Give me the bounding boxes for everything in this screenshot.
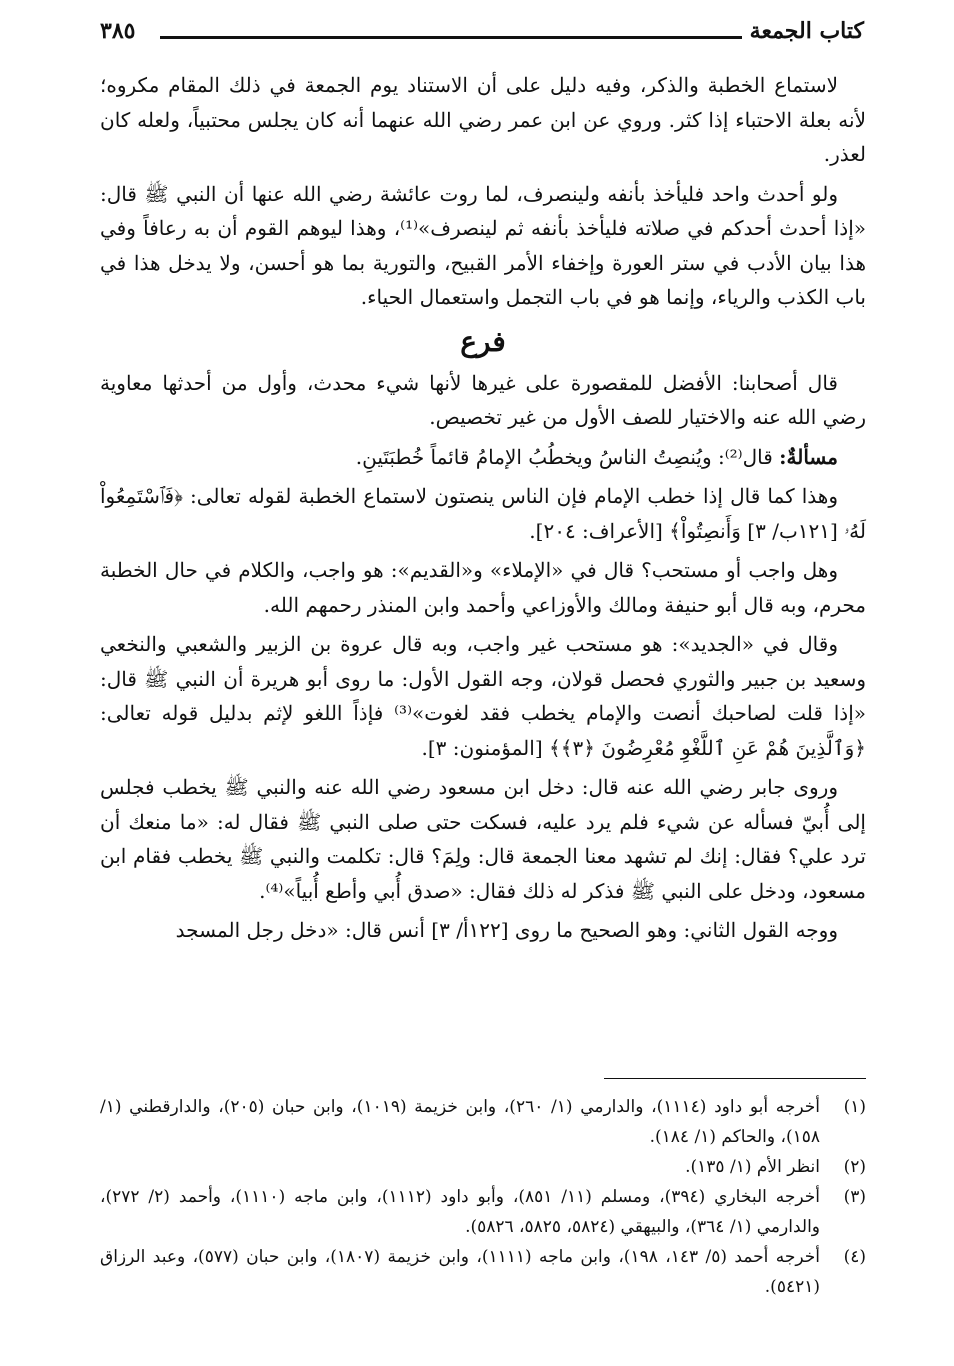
footnote-text: انظر الأم (١/ ١٣٥). bbox=[685, 1157, 820, 1177]
main-text bbox=[100, 68, 866, 953]
chapter-title: كتاب الجمعة bbox=[749, 18, 864, 44]
footnote bbox=[100, 1242, 866, 1302]
footnote-number: (٣) bbox=[843, 1187, 866, 1207]
paragraph: ولو أحدث واحد فليأخذ بأنفه ولينصرف، لما روت عائشة رضي الله عنها أن النبي ﷺ قال: «إذا أحدث أحدكم في صلاته فليأخذ بأنفه ثم لينصرف»⁽¹⁾، وهذا ليوهم القوم أن به رعافاً وفي هذا بيان الأدب في ستر العورة وإخفاء الأمر القبيح، والتورية بما هو أحسن، ولا يدخل هذا في باب الكذب والرياء، وإنما هو في باب التجمل واستعمال الحياء. bbox=[100, 181, 866, 309]
masala-text: قال⁽²⁾: ويُنصِتُ الناسُ ويخطُبُ الإمامُ قائماً خُطبَتَينِ. bbox=[355, 444, 780, 469]
page-number: ٣٨٥ bbox=[100, 18, 136, 44]
footnote bbox=[100, 1152, 866, 1182]
paragraph: لاستماع الخطبة والذكر، وفيه دليل على أن الاستناد يوم الجمعة في ذلك المقام مكروه؛ لأنه بعلة الاحتباء إذا كثر. وروي عن ابن عمر رضي الله عنهما أنه كان يجلس محتبياً، ولعله كان لعذر. bbox=[100, 73, 866, 166]
masala-label: مسألةٌ: bbox=[779, 444, 838, 469]
running-header bbox=[100, 14, 864, 54]
footnote-text: أخرجه أحمد (٥/ ١٤٣، ١٩٨)، وابن ماجه (١١١١)، وابن خزيمة (١٨٠٧)، وابن حبان (٥٧٧)، وعبد الرزاق (٥٤٢١). bbox=[100, 1247, 820, 1297]
header-rule bbox=[160, 36, 742, 39]
footnote-number: (٤) bbox=[843, 1247, 866, 1267]
masala-paragraph bbox=[100, 440, 866, 475]
footnote-number: (٢) bbox=[843, 1157, 866, 1177]
section-heading: فرع bbox=[460, 324, 506, 358]
paragraph: قال أصحابنا: الأفضل للمقصورة على غيرها لأنها شيء محدث، وأول من أحدثها معاوية رضي الله عنه والاختيار للصف الأول من غير تخصيص. bbox=[100, 370, 866, 429]
footnote bbox=[100, 1182, 866, 1242]
paragraph: وهذا كما قال إذا خطب الإمام فإن الناس ينصتون لاستماع الخطبة لقوله تعالى: ﴿فَٱسْتَمِعُواْ لَهُۥ [١٢١ب/ ٣] وَأَنصِتُواْ﴾ [الأعراف: ٢٠٤]. bbox=[100, 484, 866, 543]
paragraph: وهل واجب أو مستحب؟ قال في «الإملاء» و«القديم»: هو واجب، والكلام في حال الخطبة محرم، وبه قال أبو حنيفة ومالك والأوزاعي وأحمد وابن المنذر رحمهم الله. bbox=[100, 558, 866, 617]
paragraph: ووجه القول الثاني: وهو الصحيح ما روى [١٢٢أ/ ٣] أنس قال: «دخل رجل المسجد bbox=[175, 918, 838, 942]
paragraph: وروى جابر رضي الله عنه قال: دخل ابن مسعود رضي الله عنه والنبي ﷺ يخطب فجلس إلى أُبيّ فسأله عن شيء فلم يرد عليه، فسكت حتى صلى النبي ﷺ فقال له: «ما منعك أن ترد علي؟ فقال: إنك لم تشهد معنا الجمعة قال: ولِمَ؟ قال: تكلمت والنبي ﷺ يخطب فقام ابن مسعود، ودخل على النبي ﷺ فذكر له ذلك فقال: «صدق أُبي وأطع أُبياً»⁽⁴⁾. bbox=[100, 775, 866, 903]
footnotes bbox=[100, 1092, 866, 1302]
footnote-number: (١) bbox=[843, 1097, 866, 1117]
footnote-separator bbox=[604, 1078, 866, 1079]
footnote bbox=[100, 1092, 866, 1152]
footnote-text: أخرجه البخاري (٣٩٤)، ومسلم (١١/ ٨٥١)، وأبو داود (١١١٢)، وابن ماجه (١١١٠)، وأحمد (٢/ ٢٧٢)، والدارمي (١/ ٣٦٤)، والبيهقي (٥٨٢٤، ٥٨٢٥، ٥٨٢٦). bbox=[100, 1187, 820, 1237]
paragraph: وقال في «الجديد»: هو مستحب غير واجب، وبه قال عروة بن الزبير والشعبي والنخعي وسعيد بن جبير والثوري فحصل قولان، وجه القول الأول: ما روى أبو هريرة أن النبي ﷺ قال: «إذا قلت لصاحبك أنصت والإمام يخطب فقد لغوت»⁽³⁾ فإذاً اللغو لإثم بدليل قوله تعالى: ﴿وَٱلَّذِينَ هُمْ عَنِ ٱللَّغْوِ مُعْرِضُونَ ﴿٣﴾﴾ [المؤمنون: ٣]. bbox=[100, 632, 866, 760]
footnote-text: أخرجه أبو داود (١١١٤)، والدارمي (١/ ٢٦٠)، وابن خزيمة (١٠١٩)، وابن حبان (٢٠٥)، والدارقطني (١/ ١٥٨)، والحاكم (١/ ١٨٤). bbox=[100, 1097, 820, 1147]
